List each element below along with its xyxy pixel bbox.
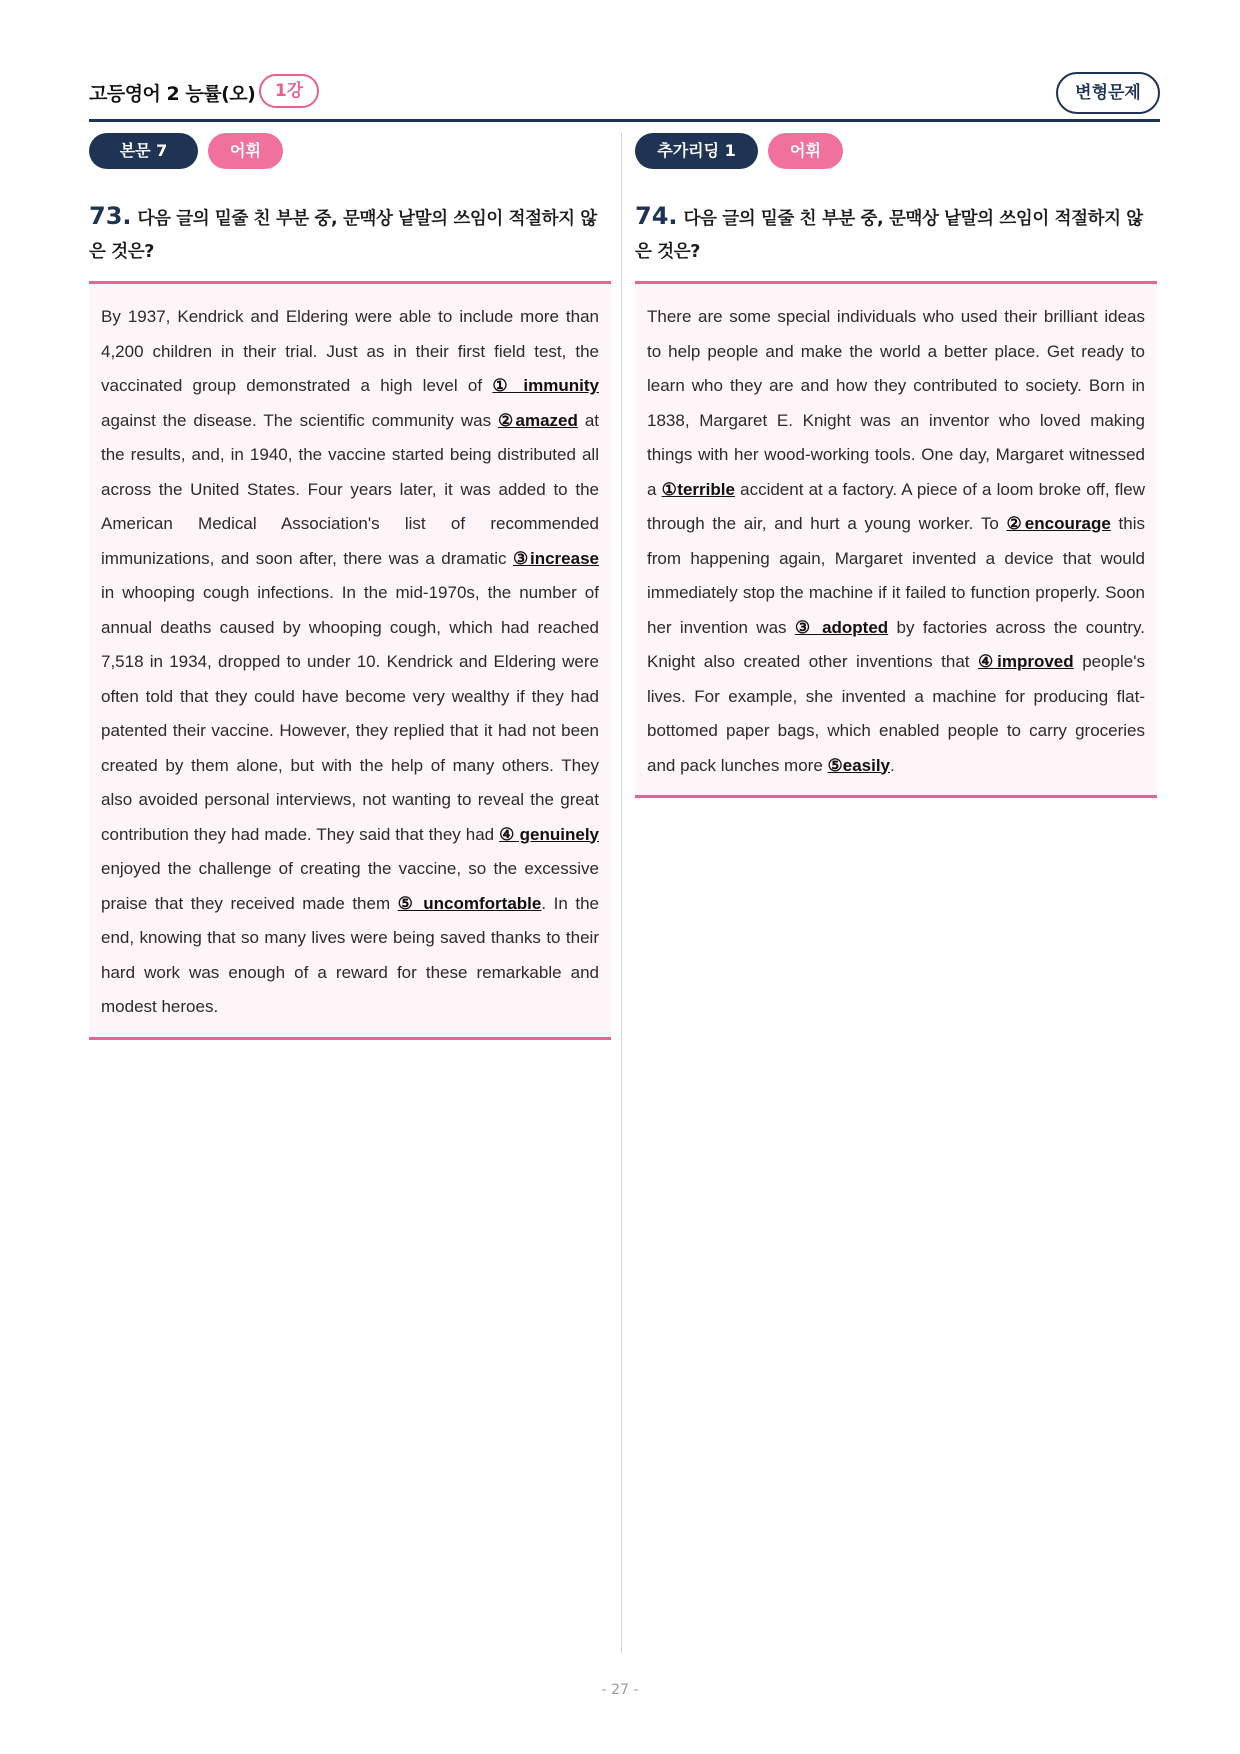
source-tag: 추가리딩 1: [635, 133, 758, 169]
underlined-word: ⑤ uncomfortable: [397, 893, 542, 913]
passage-segment: against the disease. The scientific community was: [101, 410, 499, 430]
underlined-word: ① immunity: [492, 376, 599, 395]
passage-text: [101, 300, 599, 1025]
underlined-word: ③increase: [512, 548, 599, 568]
lesson-badge: 1강: [259, 74, 319, 108]
underlined-word: ①terrible: [661, 479, 735, 499]
passage-segment: in whooping cough infections. In the mid-1970s, the number of annual deaths caused by whooping cough, which had reached 7,518 in 1934, dropped to under 10. Kendrick and Eldering were often told that they could have become very wealthy if they had patented their vaccine. However, they replied that it had not been created by them alone, but with the help of many others. They also avoided personal interviews, not wanting to reveal the great contribution they had made. They said that they had: [101, 583, 599, 844]
passage-segment: by factories across the country. Knight also created other inventions that: [647, 617, 1145, 671]
passage-segment: people's lives. For example, she invented a machine for producing flat-bottomed paper bags, which enabled people to carry groceries and pack lunches more: [647, 652, 1145, 775]
tag-row: [89, 133, 611, 169]
question-74-column: [635, 133, 1157, 798]
source-tag: 본문 7: [89, 133, 198, 169]
question-prompt: [89, 200, 611, 269]
column-divider: [621, 133, 622, 1653]
header-rule: [89, 119, 1160, 122]
question-number: 73.: [89, 202, 132, 230]
underlined-word: ④ genuinely: [499, 824, 599, 844]
question-text: 다음 글의 밑줄 친 부분 중, 문맥상 낱말의 쓰임이 적절하지 않은 것은?: [89, 209, 597, 262]
type-tag: 어휘: [768, 133, 843, 169]
underlined-word: ②amazed: [498, 410, 578, 430]
question-number: 74.: [635, 202, 678, 230]
passage-segment: accident at a factory. A piece of a loom broke off, flew through the air, and hurt a young worker. To: [647, 479, 1146, 533]
passage-segment: at the results, and, in 1940, the vaccine started being distributed all across the United States. Four years later, it was added to the American Medical Association's list of recommended immunizations, and soon after, there was a dramatic: [101, 410, 600, 568]
question-prompt: [635, 200, 1157, 269]
passage-segment: this from happening again, Margaret invented a device that would immediately stop the machine if it failed to function properly. Soon her invention was: [647, 514, 1145, 637]
passage-segment: .: [890, 755, 895, 775]
passage-box: [89, 281, 611, 1040]
variant-badge: 변형문제: [1056, 72, 1160, 114]
underlined-word: ⑤easily: [827, 755, 891, 775]
book-title: 고등영어 2 능률(오): [89, 83, 256, 105]
page-header: [89, 72, 1160, 122]
passage-segment: By 1937, Kendrick and Eldering were able to include more than 4,200 children in their trial. Just as in their first field test, the vaccinated group demonstrated a high level of: [101, 307, 599, 395]
passage-segment: There are some special individuals who used their brilliant ideas to help people and make the world a better place. Get ready to learn who they are and how they contributed to society. Born in 1838, Margaret E. Knight was an inventor who loved making things with her wood-working tools. One day, Margaret witnessed a: [647, 307, 1145, 499]
question-73-column: [89, 133, 611, 1040]
page-number: - 27 -: [601, 1682, 639, 1698]
passage-segment: enjoyed the challenge of creating the vaccine, so the excessive praise that they received made them: [101, 859, 599, 913]
question-text: 다음 글의 밑줄 친 부분 중, 문맥상 낱말의 쓰임이 적절하지 않은 것은?: [635, 209, 1143, 262]
underlined-word: ③ adopted: [794, 617, 889, 637]
underlined-word: ④improved: [978, 652, 1074, 671]
passage-segment: . In the end, knowing that so many lives were being saved thanks to their hard work was enough of a reward for these remarkable and modest heroes.: [101, 893, 599, 1016]
tag-row: [635, 133, 1157, 169]
passage-text: [647, 300, 1145, 783]
underlined-word: ②encourage: [1006, 514, 1111, 533]
type-tag: 어휘: [208, 133, 283, 169]
passage-box: [635, 281, 1157, 798]
